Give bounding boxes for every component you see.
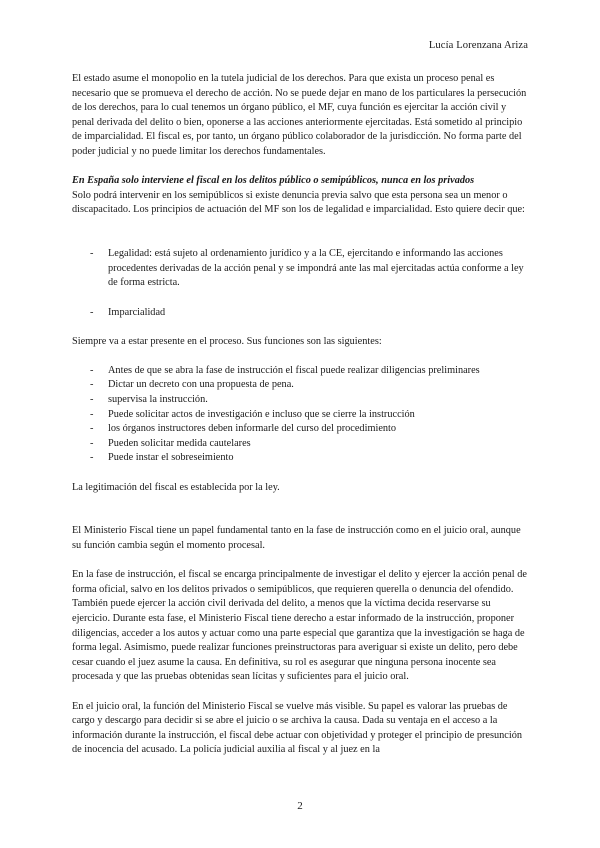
list-item: - Pueden solicitar medida cautelares [72, 437, 528, 452]
paragraph-trial: En el juicio oral, la función del Ministerio Fiscal se vuelve más visible. Su papel es valorar las pruebas de cargo y descargo para decidir si se abre el juicio o se archiva la causa. Dada su ventaja en el acceso a la información durante la instrucción, el fiscal debe actuar con objetividad y proteger el principio de presunción de inocencia del acusado. La policía judicial auxilia al fiscal y al juez en la [72, 700, 523, 756]
list-item: - Imparcialidad [72, 306, 528, 321]
principles-list [72, 247, 528, 320]
list-item: - Puede solicitar actos de investigación e incluso que se cierre la instrucción [72, 408, 528, 423]
list-item: - los órganos instructores deben informarle del curso del procedimiento [72, 422, 528, 437]
paragraph-intro: El estado asume el monopolio en la tutela judicial de los derechos. Para que exista un proceso penal es necesario que se promueva el derecho de acción. No se puede dejar en mano de los particulares la persecución de los derechos, para lo cual tenemos un órgano público, el MF, cuya función es ejercitar la acción civil y penal derivada del delito o bien, oponerse a las acciones anteriormente ejercitadas. Está sometido al principio de imparcialidad. El fiscal es, por tanto, un órgano público colaborador de la jurisdicción. No forma parte del poder judicial y no puede limitar los derechos fundamentales. [72, 73, 527, 157]
document-body [72, 72, 528, 758]
list-item: - Legalidad: está sujeto al ordenamiento jurídico y a la CE, ejercitando e informando las acciones procedentes derivadas de la acción penal y se impondrá ante las mal ejercitadas actúa conforme a ley de forma estricta. [72, 247, 528, 291]
paragraph-instruction: En la fase de instrucción, el fiscal se encarga principalmente de investigar el delito y ejercer la acción penal de forma oficial, salvo en los delitos privados o semipúblicos, que requieren querella o denuncia del ofendido. También puede ejercer la acción civil derivada del delito, a menos que la víctima decida reservarse su ejercicio. Durante esta fase, el Ministerio Fiscal tiene derecho a estar informado de la instrucción, proponer diligencias, acceder a los autos y actuar como una parte especial que garantiza que la investigación se haga de forma legal. Asimismo, puede realizar funciones preinstructoras para averiguar si existe un delito, pero debe cesar cuando el juez asume la causa. En definitiva, su rol es asegurar que ninguna persona inocente sea procesada y que las pruebas obtenidas sean lícitas y suficientes para el juicio oral. [72, 569, 527, 683]
paragraph-role: El Ministerio Fiscal tiene un papel fundamental tanto en la fase de instrucción como en el juicio oral, aunque su función cambia según el momento procesal. [72, 525, 521, 551]
list-item: - Antes de que se abra la fase de instrucción el fiscal puede realizar diligencias preliminares [72, 364, 528, 379]
paragraph-legitimacy: La legitimación del fiscal es establecida por la ley. [72, 481, 280, 493]
list-item: - Puede instar el sobreseimiento [72, 451, 528, 466]
bold-heading: En España solo interviene el fiscal en los delitos público o semipúblicos, nunca en los privados [72, 175, 475, 187]
page-number: 2 [297, 800, 303, 812]
header-author: Lucía Lorenzana Ariza [428, 40, 528, 51]
paragraph-functions-intro: Siempre va a estar presente en el proceso. Sus funciones son las siguientes: [72, 335, 382, 347]
paragraph-principles-intro: Solo podrá intervenir en los semipúblicos si existe denuncia previa salvo que esta persona sea un menor o discapacitado. Los principios de actuación del MF son los de legalidad e imparcialidad. Esto quiere decir que: [72, 189, 525, 216]
functions-list [72, 364, 528, 466]
list-item: - Dictar un decreto con una propuesta de pena. [72, 378, 528, 393]
list-item: - supervisa la instrucción. [72, 393, 528, 408]
